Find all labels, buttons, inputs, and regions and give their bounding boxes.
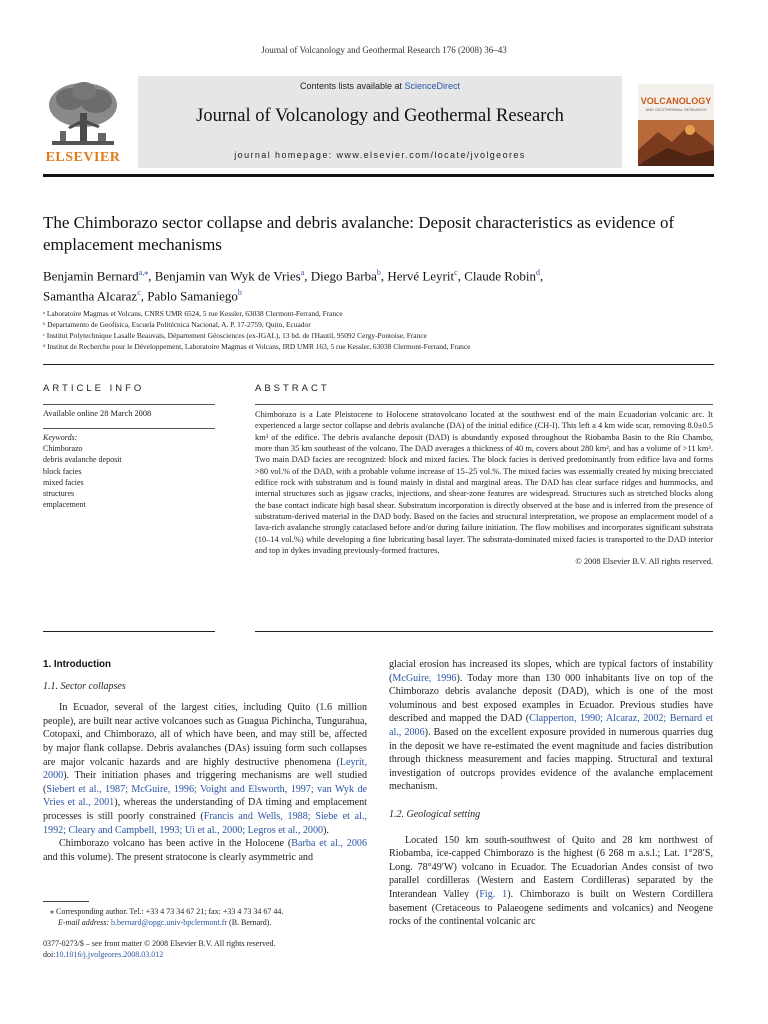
citation-link[interactable]: Siebert et al., 1987; McGuire, 1996; Voight and Elsworth, 1997; van Wyk de Vries et al., 2001	[43, 783, 367, 809]
author-name: Claude Robin	[464, 268, 537, 284]
abstract-heading: ABSTRACT	[255, 383, 330, 394]
author-name: Pablo Samaniego	[147, 288, 238, 304]
section-heading: 1. Introduction	[43, 659, 112, 670]
email-suffix: (B. Bernard).	[227, 918, 272, 927]
doi-link[interactable]: 10.1016/j.jvolgeores.2008.03.012	[55, 950, 164, 959]
keyword: Chimborazo	[43, 444, 83, 454]
email-link[interactable]: b.bernard@opgc.univ-bpclermont.fr	[111, 918, 228, 927]
abstract-copyright: © 2008 Elsevier B.V. All rights reserved.	[575, 557, 713, 567]
body-text: Located 150 km south-southwest of Quito and 28 km northwest of Riobamba, ice-capped Chimborazo is the highest (6 268 m a.s.l.; Lat. 1°28′S, Long. 78°49′W) volcano in Ecuador. The Ecuadorian Andes consist of two parallel cordilleras (Western and Eastern Cordilleras) separated by the Interandean Valley (	[389, 834, 713, 900]
body-column-right	[389, 658, 713, 929]
cover-title: VOLCANOLOGY	[640, 96, 712, 106]
subsection-heading: 1.1. Sector collapses	[43, 680, 126, 692]
body-column-left	[43, 658, 367, 864]
keyword: emplacement	[43, 500, 86, 510]
subsection-heading: 1.2. Geological setting	[389, 808, 481, 820]
keyword: structures	[43, 489, 75, 499]
section-rule	[43, 364, 714, 365]
citation-link[interactable]: Clapperton, 1990; Alcaraz, 2002; Bernard et al., 2006	[389, 713, 713, 738]
affiliation: ᶜ Institut Polytechnique Lasalle Beauvais, Département Géosciences (ex-IGAL), 13 bd. de l'Hautil, 95092 Cergy-Pontoise, France	[43, 331, 427, 340]
body-paragraph	[43, 701, 367, 837]
author-list: Benjamin Bernard$^{a,⁎}$, Benjamin van Wyk de Vries$^a$, Diego Barba$^b$, Hervé Leyrit$^c$, Claude Robin$^d$, Samantha Alcaraz$^c$, Pablo Samaniego$^b$	[43, 268, 544, 304]
available-online: Available online 28 March 2008	[43, 409, 152, 418]
citation-link[interactable]: McGuire, 1996	[392, 672, 457, 684]
journal-homepage-link[interactable]: journal homepage: www.elsevier.com/locate/jvolgeores	[234, 150, 526, 160]
author-affiliation-mark[interactable]: a	[300, 268, 305, 277]
sciencedirect-link[interactable]: ScienceDirect	[404, 81, 461, 91]
affiliation: ᵇ Departamento de Geofísica, Escuela Politécnica Nacional, A. P. 17-2759, Quito, Ecuador	[43, 320, 311, 329]
doi-prefix: doi:	[43, 950, 56, 959]
body-text: glacial erosion has increased its slopes, which are typical factors of instability (	[389, 659, 713, 684]
issn-line: 0377-0273/$ – see front matter © 2008 Elsevier B.V. All rights reserved.	[43, 939, 276, 948]
author-name: Benjamin van Wyk de Vries	[154, 268, 301, 284]
affiliation: ᵈ Institut de Recherche pour le Développement, Laboratoire Magmas et Volcans, IRD UMR 163, 5 rue Kessler, 63038 Clermont-Ferrand, France	[43, 342, 471, 351]
cover-image	[638, 120, 714, 166]
author-name: Samantha Alcaraz	[43, 288, 138, 304]
body-text: ). Their initiation phases and triggering mechanisms are well studied (	[43, 770, 367, 795]
journal-name: Journal of Volcanology and Geothermal Research	[196, 106, 564, 126]
cover-subtitle: AND GEOTHERMAL RESEARCH	[645, 107, 707, 112]
abstract-bottom-rule	[255, 631, 713, 632]
citation-link[interactable]: Barba et al., 2006	[291, 838, 367, 850]
author-affiliation-mark[interactable]: a,⁎	[138, 268, 149, 277]
author-affiliation-mark[interactable]: b	[237, 288, 242, 298]
body-text: ). Chimborazo is built on Western Cordillera basement (Cretaceous to Palaeogene sediments and volcanics) and Neogene rocks of the continental volcanic arc	[389, 888, 713, 928]
body-text: In Ecuador, several of the largest cities, including Quito (1.6 million people), are built near active volcanoes such as Guagua Pichincha, Tungurahua, Cotopaxi, and Chimborazo, all of which have been, and may still be, affected by major flank collapse. Debris avalanches (DAs) issuing form such collapses are major volcanic hazards and are highly destructive phenomena (	[43, 702, 367, 768]
citation-link[interactable]: Fig. 1	[479, 888, 508, 900]
contents-prefix: Contents lists available at	[299, 81, 405, 91]
corresponding-author: ⁎ Corresponding author. Tel.: +33 4 73 34 67 21; fax: +33 4 73 34 67 44.	[50, 907, 284, 916]
article-info-bottom-rule	[43, 631, 215, 632]
body-paragraph	[389, 834, 713, 929]
body-text: ).	[323, 824, 329, 836]
email-label: E-mail address:	[58, 918, 112, 927]
affiliations	[43, 308, 723, 352]
keyword: block facies	[43, 466, 82, 476]
journal-cover-thumbnail	[638, 84, 714, 166]
article-info-heading: ARTICLE INFO	[43, 383, 145, 394]
body-text: ). Based on the excellent exposure provided in numerous quarries dug in the deposit we have re-estimated the event magnitude and facies distribution through thickness measurement and facies mapping. Structural and textural investigation of outcrops provides evidence of the avalanche emplacement mechanism.	[389, 726, 714, 793]
author-affiliation-mark[interactable]: c	[137, 288, 141, 298]
article-title: The Chimborazo sector collapse and debris avalanche: Deposit characteristics as evidence of emplacement mechanisms	[43, 213, 675, 254]
footnote-rule	[43, 901, 89, 902]
article-info-rule	[43, 404, 215, 405]
author-affiliation-mark[interactable]: d	[536, 268, 541, 277]
body-text: and this volume). The present stratocone is clearly asymmetric and	[43, 851, 314, 863]
keyword: mixed facies	[43, 477, 84, 487]
author-name: Diego Barba	[310, 268, 377, 284]
abstract-body	[255, 409, 713, 568]
keywords-rule	[43, 428, 215, 429]
running-head: Journal of Volcanology and Geothermal Research 176 (2008) 36–43	[261, 45, 507, 55]
body-text: Chimborazo volcano has been active in the Holocene (	[59, 838, 292, 850]
body-text: ). Today more than 130 000 inhabitants live on top of the Chimborazo debris avalanche deposit (DAD), which is one of the most voluminous and best exposed examples in Ecuador. Previous studies have described and mapped the DAD (	[389, 672, 713, 725]
keywords-label: Keywords:	[43, 433, 78, 442]
body-paragraph	[43, 837, 367, 864]
body-text: ), whereas the understanding of DA timing and emplacement processes is still poorly constrained (	[43, 797, 367, 822]
keyword: debris avalanche deposit	[43, 455, 122, 465]
keywords-block	[43, 432, 215, 510]
corresponding-author-footnote	[50, 906, 368, 928]
abstract-rule	[255, 404, 713, 405]
citation-link[interactable]: Leyrit, 2000	[43, 756, 367, 782]
abstract-text: Chimborazo is a Late Pleistocene to Holocene stratovolcano located at the southwest end of the main Ecuadorian volcanic arc. It experienced a large sector collapse and debris avalanche (DA) of the initial edifice (CH-I). This left a 4 km wide scar, removing 8.0±0.5 km³ of the edifice. The debris avalanche deposit (DAD) is abundantly exposed throughout the Riobamba Basin to the Río Chambo, more than 35 km southeast of the volcano. The DAD averages a thickness of 40 m, covers about 280 km², and has a volume of >11 km³. Two main DAD facies are recognized: block and mixed facies. The block facies is derived predominantly from edifice lava and forms >80 vol.% of the DAD, with a probable volume increase of 15–25 vol.%. The mixed facies was essentially created by mixing brecciated edifice rock with substratum and is found mainly in distal and marginal areas. The DAD has clear surface ridges and hummocks, and internal structures such as jigsaw cracks, injections, and shear-zone features are widespread. Structures such as stretched blocks along the base contact indicate high basal shear. Substratum incorporation is directly observed at the base and is inferred from the presence of substratum-derived material in the DAD body. Based on the facies and structural interpretation, we propose an emplacement model of a lava-rich avalanche strongly cataclased before and/or during failure initiation. The flow mobilises and incorporates significant substrata (10–14 vol.%) while developing a fine lubricating basal layer. The substrata-dominated mixed facies is transported to the DAD interior and top in dykes invading previously-formed fractures.	[255, 410, 713, 556]
author-affiliation-mark[interactable]: c	[454, 268, 458, 277]
author-name: Benjamin Bernard	[43, 268, 139, 284]
elsevier-wordmark: ELSEVIER	[45, 150, 121, 165]
contents-line	[138, 81, 622, 91]
affiliation: ᵃ Laboratoire Magmas et Volcans, CNRS UMR 6524, 5 rue Kessler, 63038 Clermont-Ferrand, France	[43, 309, 343, 318]
front-matter-notice	[43, 938, 373, 960]
masthead-rule	[43, 174, 714, 177]
citation-link[interactable]: Francis and Wells, 1988; Siebe et al., 1992; Cleary and Campbell, 1993; Ui et al., 2000; Legros et al., 2000	[43, 810, 367, 836]
author-name: Hervé Leyrit	[387, 268, 455, 284]
body-paragraph	[389, 658, 713, 794]
author-affiliation-mark[interactable]: b	[376, 268, 381, 277]
